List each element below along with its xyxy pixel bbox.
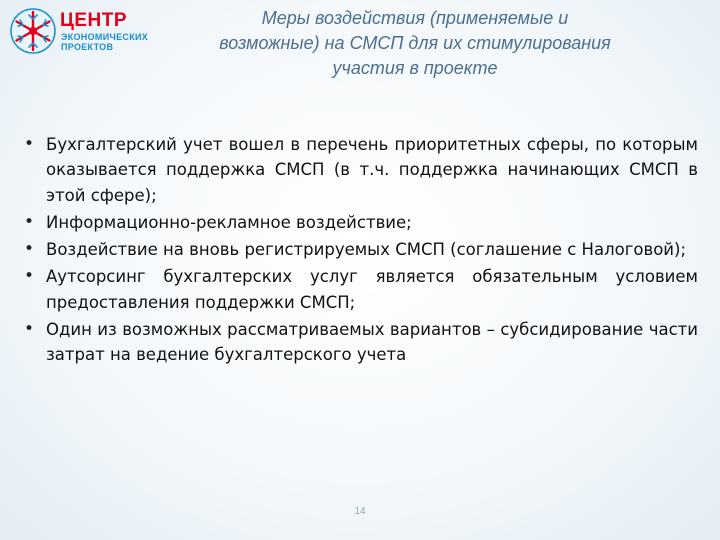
bullet-item <box>24 317 698 368</box>
logo-text-line2: ЭКОНОМИЧЕСКИХ <box>61 32 149 42</box>
logo-text-line1: ЦЕНТР <box>60 10 128 31</box>
bullet-dot-icon: • <box>24 134 35 154</box>
bullet-text: Один из возможных рассматриваемых вариантов – субсидирование части затрат на ведение бухгалтерского учета <box>46 320 698 365</box>
bullet-text: Информационно-рекламное воздействие; <box>46 212 412 232</box>
bullet-dot-icon: • <box>24 211 35 232</box>
bullet-dot-icon: • <box>24 319 35 340</box>
bullet-text: Аутсорсинг бухгалтерских услуг является обязательным условием предоставления поддержки СМСП; <box>46 267 698 312</box>
slide-title <box>150 6 680 81</box>
bullet-item <box>24 210 698 235</box>
company-logo <box>8 6 168 60</box>
bullet-dot-icon: • <box>24 266 35 287</box>
bullet-dot-icon: • <box>24 239 35 260</box>
bullet-list <box>24 132 698 368</box>
slide-title-line1: Меры воздействия (применяемые и <box>261 8 569 28</box>
bullet-text: Бухгалтерский учет вошел в перечень приоритетных сферы, по которым оказывается поддержка СМСП (в т.ч. поддержка начинающих СМСП в этой сфере); <box>46 135 698 205</box>
bullet-item <box>24 237 698 262</box>
logo-mark-icon <box>8 6 58 56</box>
bullet-text: Воздействие на вновь регистрируемых СМСП (соглашение с Налоговой); <box>46 240 687 260</box>
page-number: 14 <box>354 506 366 517</box>
bullet-item <box>24 132 698 208</box>
bullet-item <box>24 264 698 315</box>
logo-text-line3: ПРОЕКТОВ <box>61 42 114 52</box>
slide-title-line3: участия в проекте <box>332 58 498 78</box>
slide-title-line2: возможные) на СМСП для их стимулирования <box>219 33 611 53</box>
